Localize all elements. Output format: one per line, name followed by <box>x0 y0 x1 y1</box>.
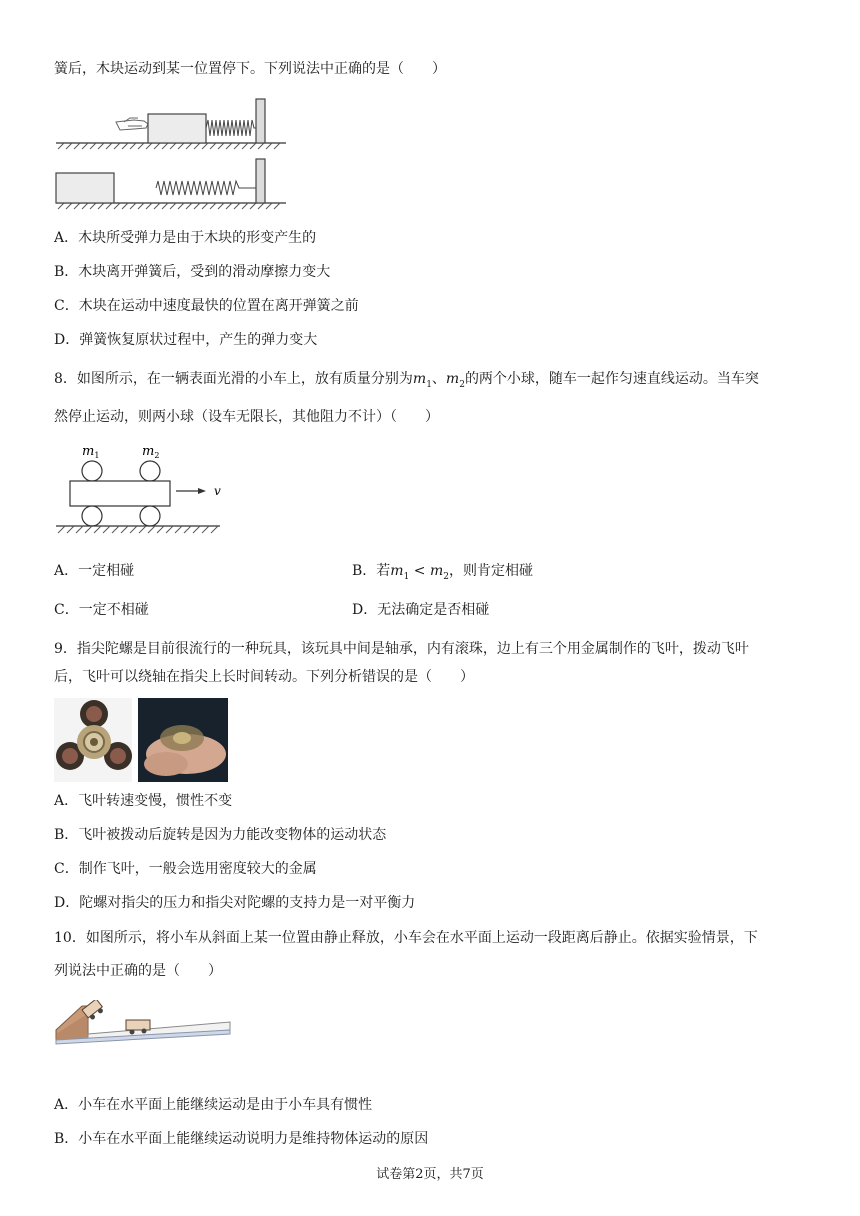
spinner-photo-left <box>54 698 132 782</box>
wall <box>256 159 265 203</box>
q7-top-panel <box>56 99 286 149</box>
hand-icon <box>116 118 148 130</box>
q8-stem-line1: 8．如图所示，在一辆表面光滑的小车上，放有质量分别为$m_1$、$m_2$的两个小球，随车一起作匀速直线运动。当车突 <box>54 371 759 390</box>
q8-stem-line2: 然停止运动，则两小球（设车无限长，其他阻力不计）（ ） <box>54 409 439 425</box>
wall <box>256 99 265 143</box>
q10-option-b: B．小车在水平面上能继续运动说明力是维持物体运动的原因 <box>54 1131 429 1147</box>
q9-option-d: D．陀螺对指尖的压力和指尖对陀螺的支持力是一对平衡力 <box>54 895 416 911</box>
page-footer: 试卷第2页，共7页 <box>376 1167 484 1182</box>
relaxed-spring <box>156 181 256 195</box>
q7-option-c: C．木块在运动中速度最快的位置在离开弹簧之前 <box>54 298 359 314</box>
q9-spinner-photos <box>54 698 228 782</box>
q7-option-d: D．弹簧恢复原状过程中，产生的弹力变大 <box>54 332 318 348</box>
label-m1: $m_1$ <box>82 444 100 460</box>
cart-wheel <box>82 506 102 526</box>
cart-body <box>70 481 170 506</box>
spinner-photo-right <box>138 698 228 782</box>
cart-wheel <box>140 506 160 526</box>
label-v: v <box>214 484 221 498</box>
q9-stem-line1: 9．指尖陀螺是目前很流行的一种玩具，该玩具中间是轴承，内有滚珠，边上有三个用金属制作的飞叶，拨动飞叶 <box>54 641 749 657</box>
q10-option-a: A．小车在水平面上能继续运动是由于小车具有惯性 <box>54 1097 373 1113</box>
q8-option-b: B．若$m_1 < m_2$，则肯定相碰 <box>352 563 533 582</box>
q9-stem-line2: 后，飞叶可以绕轴在指尖上长时间转动。下列分析错误的是（ ） <box>54 669 474 685</box>
wood-block <box>56 173 114 203</box>
q7-spring-block-figure <box>54 96 290 212</box>
q10-stem-line1: 10．如图所示，将小车从斜面上某一位置由静止释放，小车会在水平面上运动一段距离后静止。依据实验情景，下 <box>54 930 758 946</box>
q9-option-a: A．飞叶转速变慢，惯性不变 <box>54 793 233 809</box>
q7-bottom-panel <box>56 159 286 209</box>
q7-option-b: B．木块离开弹簧后，受到的滑动摩擦力变大 <box>54 264 331 280</box>
ball-m1 <box>82 461 102 481</box>
q10-stem-line2: 列说法中正确的是（ ） <box>54 963 222 979</box>
label-m2: $m_2$ <box>142 444 160 460</box>
q8-option-a: A．一定相碰 <box>54 563 135 579</box>
q9-option-b: B．飞叶被拨动后旋转是因为力能改变物体的运动状态 <box>54 827 387 843</box>
q8-cart-figure <box>54 440 226 540</box>
q10-ramp-figure <box>54 1000 234 1046</box>
q8-option-c: C．一定不相碰 <box>54 602 149 618</box>
compressed-spring <box>206 120 256 136</box>
q9-option-c: C．制作飞叶，一般会选用密度较大的金属 <box>54 861 317 877</box>
q7-option-a: A．木块所受弹力是由于木块的形变产生的 <box>54 230 317 246</box>
q7-stem-tail: 簧后，木块运动到某一位置停下。下列说法中正确的是（ ） <box>54 61 446 77</box>
q8-option-d: D．无法确定是否相碰 <box>352 602 490 618</box>
wood-block <box>148 114 206 143</box>
ball-m2 <box>140 461 160 481</box>
